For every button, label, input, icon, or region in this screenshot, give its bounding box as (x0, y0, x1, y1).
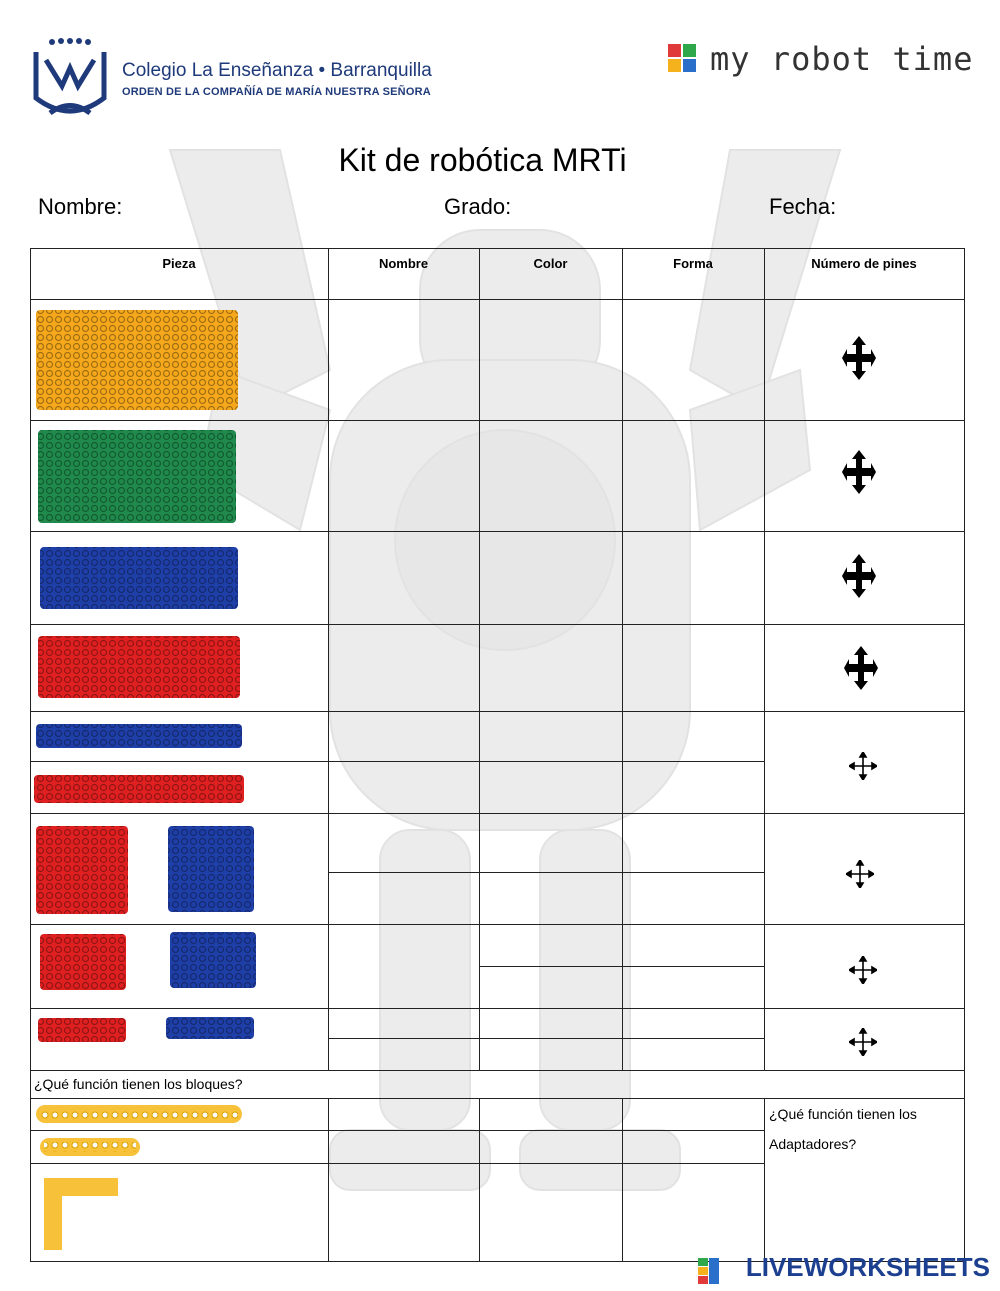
yellow-large-plate (36, 310, 238, 410)
red-tiny-strip-plate (38, 1018, 126, 1042)
question-blocks: ¿Qué función tienen los bloques? (34, 1076, 243, 1092)
question-adapters-line1: ¿Qué función tienen los (769, 1106, 917, 1122)
liveworksheets-icon (698, 1258, 720, 1284)
red-square-plate (36, 826, 128, 914)
long-adapter-beam (36, 1105, 242, 1123)
header-nombre: Nombre (378, 256, 429, 271)
blue-square-plate (168, 826, 254, 912)
move-icon (842, 336, 876, 380)
name-field-label: Nombre: (38, 194, 123, 219)
blue-medium-plate (40, 547, 238, 609)
move-icon (842, 450, 876, 494)
blue-strip-plate (36, 724, 242, 748)
date-field-label: Fecha: (769, 194, 837, 219)
header-color: Color (533, 256, 568, 271)
move-small-icon (849, 1028, 877, 1056)
move-small-icon (849, 752, 877, 780)
short-adapter-beam (40, 1138, 140, 1156)
header-numero-pines: Número de pines (811, 256, 917, 271)
blue-tiny-strip-plate (166, 1017, 254, 1039)
move-icon (842, 554, 876, 598)
liveworksheets-logo: LIVEWORKSHEETS (745, 1252, 990, 1282)
header-forma: Forma (673, 256, 713, 271)
red-medium-plate (38, 636, 240, 698)
question-adapters-line2: Adaptadores? (769, 1136, 857, 1152)
brand-name: my robot time (710, 40, 974, 78)
green-large-plate (38, 430, 236, 523)
blue-small-rect-plate (170, 932, 256, 988)
school-name: Colegio La Enseñanza • Barranquilla (122, 60, 432, 81)
grade-field-label: Grado: (444, 194, 512, 219)
page-title: Kit de robótica MRTi (338, 142, 627, 178)
move-icon (844, 646, 878, 690)
l-shaped-adapter (44, 1178, 118, 1250)
move-small-icon (846, 860, 874, 888)
move-small-icon (849, 956, 877, 984)
red-small-rect-plate (40, 934, 126, 990)
school-subtitle: ORDEN DE LA COMPAÑÍA DE MARÍA NUESTRA SEÑORA (122, 86, 431, 98)
red-strip-plate (34, 775, 244, 803)
header-pieza: Pieza (162, 256, 196, 271)
